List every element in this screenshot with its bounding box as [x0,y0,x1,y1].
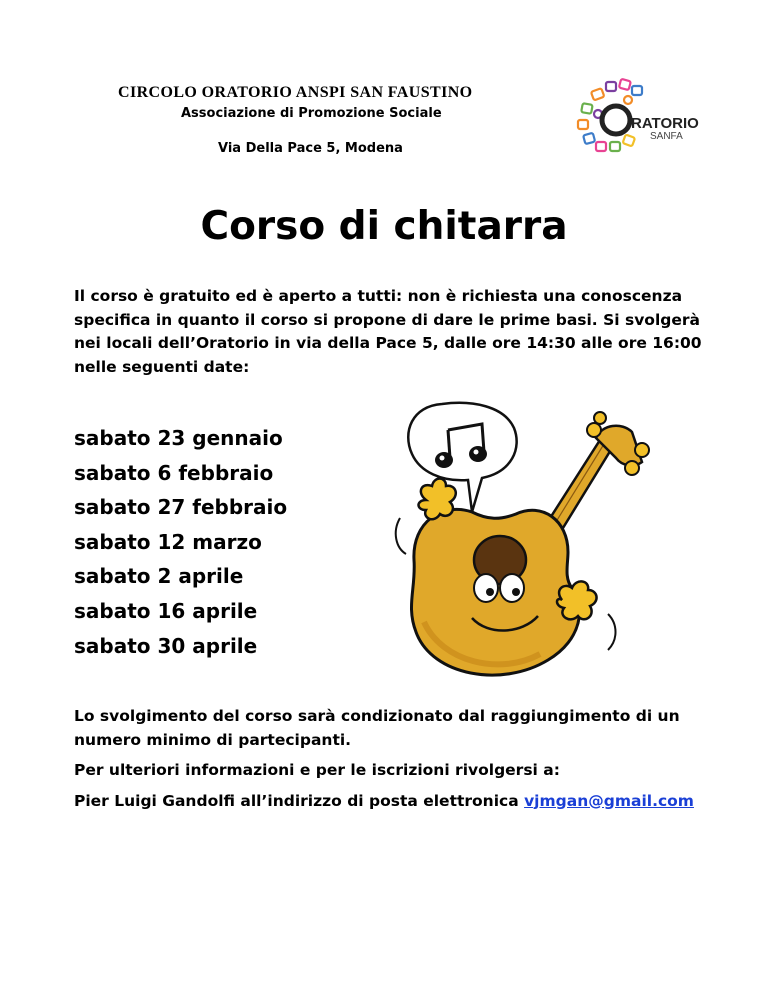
page-title: Corso di chitarra [200,204,568,249]
date-item: sabato 23 gennaio [74,426,283,450]
date-item: sabato 30 aprile [74,633,258,658]
oratorio-logo [570,76,705,156]
date-item: sabato 27 febbraio [74,495,288,520]
email-link[interactable]: vjmgan@gmail.com [524,791,694,810]
footer [74,705,714,813]
condition-text: Lo svolgimento del corso sarà condizionato dal raggiungimento di un numero minimo di partecipanti. [74,707,680,749]
info-text: Per ulteriori informazioni e per le iscrizioni rivolgersi a: [74,761,560,779]
org-address: Via Della Pace 5, Modena [218,141,403,156]
guitar-body [411,509,579,675]
org-name: CIRCOLO ORATORIO ANSPI SAN FAUSTINO [118,84,473,101]
org-subtitle: Associazione di Promozione Sociale [181,106,442,121]
intro-paragraph: Il corso è gratuito ed è aperto a tutti: non è richiesta una conoscenza specifica in quanto il corso si propone di dare le prime basi. Si svolgerà nei locali dell’Oratorio in via della Pace 5, dalle ore 14:30 alle ore 16:00 nelle seguenti date: [74,287,702,376]
logo-text-sub: SANFA [650,131,683,142]
contact-line [74,790,714,814]
date-item: sabato 6 febbraio [74,460,274,485]
date-item: sabato 2 aprile [74,564,244,589]
date-item: sabato 12 marzo [74,529,262,554]
dates-list [74,421,287,663]
logo-text-main: RATORIO [631,115,699,132]
date-item: sabato 16 aprile [74,598,258,623]
contact-prefix: Pier Luigi Gandolfi all’indirizzo di posta elettronica [74,791,519,810]
guitar-cartoon-illustration [372,392,662,692]
